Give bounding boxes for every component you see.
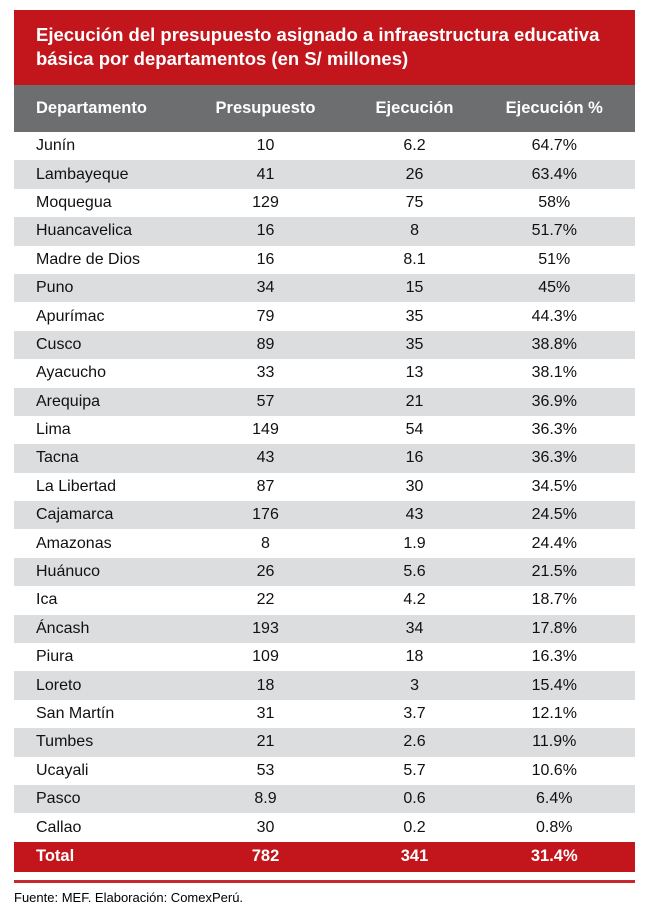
table-row (14, 615, 635, 643)
cell-ejecucion: 26 (405, 165, 424, 183)
table-row (14, 643, 635, 671)
cell-departamento: Callao (36, 818, 82, 836)
table-row (14, 558, 635, 586)
cell-ejecucion-pct: 12.1% (531, 705, 577, 722)
table-row (14, 501, 635, 529)
cell-departamento: La Libertad (36, 477, 117, 495)
total-ejecucion: 341 (356, 842, 474, 872)
cell-ejecucion-pct: 0.8% (536, 818, 573, 836)
cell-ejecucion: 35 (405, 307, 424, 325)
table-row (14, 444, 635, 472)
cell-ejecucion-pct: 51% (538, 250, 571, 268)
cell-ejecucion-pct: 64.7% (531, 137, 577, 155)
column-header-ejecucion-pct: Ejecución % (474, 85, 635, 132)
cell-ejecucion-pct: 10.6% (531, 761, 577, 779)
table-header-row (14, 85, 635, 132)
cell-presupuesto: 53 (256, 761, 275, 779)
cell-presupuesto: 149 (252, 421, 279, 439)
cell-ejecucion-pct: 63.4% (531, 165, 577, 183)
cell-departamento: Arequipa (36, 392, 101, 410)
cell-presupuesto: 31 (256, 705, 275, 722)
cell-presupuesto: 33 (256, 364, 275, 382)
budget-table (14, 85, 635, 872)
cell-presupuesto: 89 (256, 335, 275, 353)
table-row (14, 189, 635, 217)
cell-ejecucion: 21 (405, 392, 424, 410)
table-row (14, 586, 635, 614)
cell-departamento: Áncash (36, 619, 90, 637)
cell-ejecucion-pct: 38.8% (531, 335, 577, 353)
cell-departamento: Ica (36, 591, 58, 609)
table-row (14, 671, 635, 699)
cell-ejecucion: 54 (405, 421, 424, 439)
cell-ejecucion: 43 (405, 506, 424, 524)
cell-ejecucion-pct: 44.3% (531, 307, 577, 325)
cell-departamento: Lambayeque (36, 165, 129, 183)
cell-departamento: Cajamarca (36, 506, 114, 524)
cell-presupuesto: 176 (252, 506, 279, 524)
table-row (14, 785, 635, 813)
source-note: Fuente: MEF. Elaboración: ComexPerú. (14, 889, 244, 905)
cell-departamento: Ucayali (36, 761, 89, 779)
table-row (14, 132, 635, 160)
cell-ejecucion: 1.9 (403, 534, 426, 552)
cell-ejecucion: 8 (410, 222, 419, 240)
table-row (14, 359, 635, 387)
cell-departamento: Madre de Dios (36, 250, 141, 268)
cell-presupuesto: 22 (256, 591, 275, 609)
cell-departamento: Amazonas (36, 534, 112, 552)
table-row (14, 473, 635, 501)
cell-ejecucion-pct: 17.8% (531, 619, 577, 637)
cell-ejecucion: 15 (405, 279, 424, 297)
total-row (14, 842, 635, 872)
cell-departamento: Ayacucho (36, 364, 106, 382)
table-row (14, 728, 635, 756)
cell-departamento: Junín (36, 137, 76, 155)
table-row (14, 813, 635, 841)
cell-ejecucion: 5.6 (403, 563, 426, 581)
cell-departamento: Moquegua (36, 193, 112, 211)
cell-ejecucion: 0.2 (403, 818, 426, 836)
cell-departamento: Huánuco (36, 563, 101, 581)
cell-ejecucion-pct: 34.5% (531, 477, 577, 495)
cell-ejecucion-pct: 18.7% (531, 591, 577, 609)
cell-ejecucion: 30 (405, 477, 424, 495)
cell-ejecucion-pct: 36.3% (531, 449, 577, 467)
table-row (14, 757, 635, 785)
cell-departamento: Apurímac (36, 307, 105, 325)
cell-ejecucion-pct: 45% (538, 279, 571, 297)
cell-ejecucion-pct: 51.7% (531, 222, 577, 240)
cell-ejecucion-pct: 24.5% (531, 506, 577, 524)
cell-departamento: Cusco (36, 335, 82, 353)
table-header (14, 85, 635, 132)
cell-ejecucion-pct: 15.4% (531, 676, 577, 694)
table-row (14, 331, 635, 359)
cell-ejecucion: 35 (405, 335, 424, 353)
cell-ejecucion: 0.6 (403, 790, 426, 808)
cell-departamento: Tacna (36, 449, 79, 467)
table-row (14, 416, 635, 444)
total-presupuesto: 782 (175, 842, 355, 872)
cell-departamento: Puno (36, 279, 74, 297)
cell-ejecucion: 16 (405, 449, 424, 467)
cell-departamento: Lima (36, 421, 71, 439)
column-header-presupuesto: Presupuesto (175, 85, 355, 132)
cell-ejecucion-pct: 24.4% (531, 534, 577, 552)
total-ejecucion-pct: 31.4% (474, 842, 635, 872)
cell-presupuesto: 43 (256, 449, 275, 467)
cell-departamento: Pasco (36, 790, 81, 808)
cell-ejecucion: 6.2 (403, 137, 426, 155)
cell-departamento: Loreto (36, 676, 82, 694)
table-row (14, 302, 635, 330)
cell-presupuesto: 30 (256, 818, 275, 836)
cell-ejecucion-pct: 11.9% (532, 733, 577, 751)
cell-presupuesto: 8.9 (254, 790, 277, 808)
cell-presupuesto: 193 (252, 619, 279, 637)
cell-presupuesto: 57 (256, 392, 275, 410)
cell-ejecucion-pct: 36.3% (531, 421, 577, 439)
cell-ejecucion: 34 (405, 619, 424, 637)
cell-ejecucion: 8.1 (403, 250, 426, 268)
column-header-departamento: Departamento (14, 85, 175, 132)
table-footer (14, 842, 635, 872)
cell-ejecucion-pct: 38.1% (531, 364, 577, 382)
cell-ejecucion-pct: 6.4% (536, 790, 573, 808)
cell-ejecucion: 13 (405, 364, 424, 382)
cell-ejecucion: 2.6 (403, 733, 426, 751)
table-row (14, 217, 635, 245)
table-row (14, 160, 635, 188)
column-header-ejecucion: Ejecución (356, 85, 474, 132)
cell-ejecucion: 4.2 (403, 591, 426, 609)
cell-ejecucion: 18 (405, 648, 424, 666)
cell-presupuesto: 41 (256, 165, 275, 183)
table-row (14, 700, 635, 728)
budget-table-figure (14, 10, 635, 905)
cell-presupuesto: 87 (256, 477, 275, 495)
cell-ejecucion: 75 (405, 193, 424, 211)
table-row (14, 246, 635, 274)
cell-presupuesto: 16 (256, 222, 275, 240)
cell-ejecucion-pct: 21.5% (531, 563, 577, 581)
cell-presupuesto: 21 (256, 733, 275, 751)
cell-departamento: Tumbes (36, 733, 94, 751)
table-title-line1: Ejecución del presupuesto asignado a infraestructura educativa (36, 24, 600, 45)
cell-ejecucion-pct: 16.3% (531, 648, 577, 666)
cell-ejecucion-pct: 58% (538, 193, 571, 211)
cell-presupuesto: 18 (256, 676, 275, 694)
table-row (14, 274, 635, 302)
total-label: Total (14, 842, 175, 872)
cell-departamento: San Martín (36, 705, 115, 722)
table-row (14, 529, 635, 557)
cell-presupuesto: 16 (256, 250, 275, 268)
cell-departamento: Piura (36, 648, 74, 666)
footer-divider (14, 880, 635, 883)
cell-presupuesto: 129 (252, 193, 279, 211)
cell-departamento: Huancavelica (36, 222, 133, 240)
cell-presupuesto: 79 (256, 307, 275, 325)
table-title (14, 10, 635, 85)
cell-presupuesto: 10 (256, 137, 275, 155)
cell-presupuesto: 8 (261, 534, 270, 552)
cell-presupuesto: 26 (256, 563, 275, 581)
table-body (14, 132, 635, 842)
cell-ejecucion: 5.7 (403, 761, 426, 779)
cell-presupuesto: 109 (252, 648, 279, 666)
cell-presupuesto: 34 (256, 279, 275, 297)
table-title-line2: básica por departamentos (en S/ millones) (36, 48, 409, 69)
table-row (14, 388, 635, 416)
cell-ejecucion: 3.7 (403, 705, 426, 722)
cell-ejecucion-pct: 36.9% (531, 392, 577, 410)
cell-ejecucion: 3 (410, 676, 419, 694)
